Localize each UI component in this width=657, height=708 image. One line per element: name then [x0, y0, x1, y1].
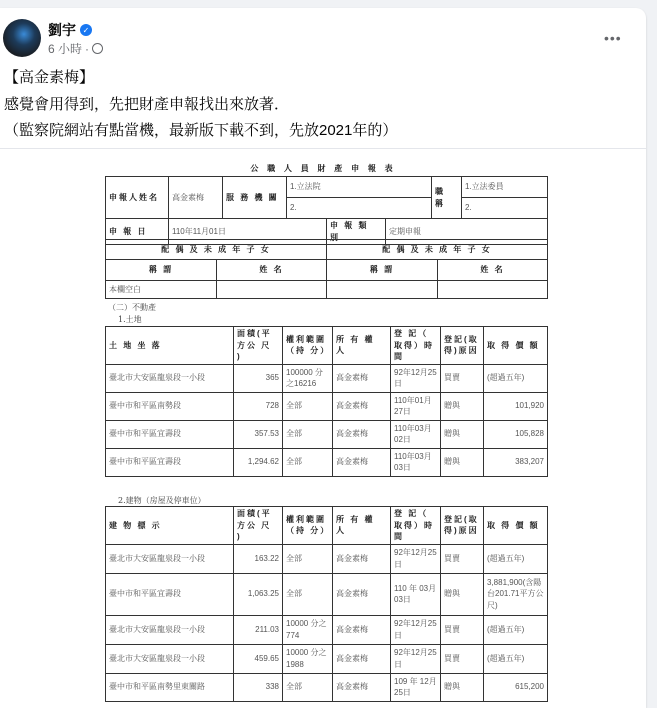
family-header: 配 偶 及 未 成 年 子 女: [327, 240, 548, 260]
table-cell: 全部: [283, 573, 333, 615]
table-cell: 365: [234, 364, 283, 392]
post-text-line: （監察院網站有點當機，最新版下載不到，先放2021年的）: [4, 122, 398, 139]
table-row: [106, 392, 548, 420]
column-header: 面積(平方公 尺 ): [234, 327, 283, 365]
column-header: 登記(取得)原因: [441, 327, 484, 365]
table-cell: 贈與: [441, 673, 484, 701]
blank-note: 本欄空白: [106, 281, 217, 299]
table-row: [106, 573, 548, 615]
table-row: [106, 364, 548, 392]
table-cell: 買賣: [441, 615, 484, 644]
column-header: 土 地 坐 落: [106, 327, 234, 365]
table-row: [106, 644, 548, 673]
post-photo[interactable]: [0, 148, 646, 698]
table-cell: 臺北市大安區龍泉段一小段: [106, 364, 234, 392]
table-cell: 高金素梅: [333, 544, 391, 573]
table-cell: 357.53: [234, 420, 283, 448]
table-cell: 臺北市大安區龍泉段一小段: [106, 644, 234, 673]
verified-badge-icon: ✓: [80, 24, 92, 36]
table-row: [106, 448, 548, 476]
land-caption: 1.土地: [118, 315, 142, 324]
table-cell: 92年12月25日: [391, 615, 441, 644]
column-header: 面積(平方公 尺 ): [234, 507, 283, 545]
section-title: （二）不動產: [108, 303, 156, 312]
declaration-type: 定期申報: [386, 219, 548, 245]
title-2: 2.: [462, 198, 548, 219]
table-cell: 110年03月02日: [391, 420, 441, 448]
table-cell: 臺中市和平區南勢里東關路: [106, 673, 234, 701]
fname-label: 姓 名: [217, 260, 327, 281]
more-options-icon[interactable]: •••: [604, 30, 622, 46]
table-cell: 110年03月03日: [391, 448, 441, 476]
author-row: [48, 20, 92, 40]
table-cell: 100000 分之16216: [283, 364, 333, 392]
table-cell: 3,881,900(含陽台201.71平方公尺): [484, 573, 548, 615]
column-header: 所 有 權 人: [333, 327, 391, 365]
table-cell: 10000 分之774: [283, 615, 333, 644]
table-cell: 105,828: [484, 420, 548, 448]
building-table: [105, 506, 548, 702]
table-cell: 1,294.62: [234, 448, 283, 476]
table-cell: 贈與: [441, 420, 484, 448]
table-cell: 全部: [283, 544, 333, 573]
building-caption: 2.建物（房屋及停車位）: [118, 496, 206, 505]
post-meta: [48, 40, 103, 57]
table-row: [106, 673, 548, 701]
column-header: 權利範圍（持 分）: [283, 327, 333, 365]
table-cell: 110 年 03月03日: [391, 573, 441, 615]
table-cell: 買賣: [441, 544, 484, 573]
fname-label: 姓 名: [438, 260, 548, 281]
table-cell: 92年12月25日: [391, 544, 441, 573]
table-cell: 615,200: [484, 673, 548, 701]
table-cell: 買賣: [441, 644, 484, 673]
table-cell: 高金素梅: [333, 573, 391, 615]
table-cell: 贈與: [441, 392, 484, 420]
table-cell: 109 年 12月25日: [391, 673, 441, 701]
table-cell: (超過五年): [484, 615, 548, 644]
separator: ·: [85, 41, 90, 56]
author-name[interactable]: 劉宇: [48, 22, 76, 38]
type-label: 申 報 類 別: [327, 219, 386, 245]
table-cell: 92年12月25日: [391, 364, 441, 392]
table-cell: 高金素梅: [333, 644, 391, 673]
post-text-line: 【高金素梅】: [4, 69, 95, 86]
date-label: 申 報 日: [106, 219, 169, 245]
column-header: 取 得 價 額: [484, 507, 548, 545]
table-cell: 高金素梅: [333, 420, 391, 448]
table-cell: 10000 分之1988: [283, 644, 333, 673]
table-cell: 728: [234, 392, 283, 420]
table-cell: 臺中市和平區南勢段: [106, 392, 234, 420]
table-cell: 110年01月27日: [391, 392, 441, 420]
column-header: 權利範圍（持 分）: [283, 507, 333, 545]
post-time[interactable]: 6 小時: [48, 42, 83, 56]
table-cell: (超過五年): [484, 364, 548, 392]
table-cell: 臺中市和平區宜壽段: [106, 420, 234, 448]
column-header: 建 物 標 示: [106, 507, 234, 545]
declarant-table: [105, 176, 548, 219]
table-cell: 贈與: [441, 448, 484, 476]
table-row: [106, 615, 548, 644]
table-cell: (超過五年): [484, 644, 548, 673]
table-cell: 臺中市和平區宜壽段: [106, 448, 234, 476]
table-cell: 高金素梅: [333, 673, 391, 701]
column-header: 登 記（ 取得）時間: [391, 507, 441, 545]
relation-label: 稱 謂: [327, 260, 438, 281]
table-cell: (超過五年): [484, 544, 548, 573]
table-cell: 臺北市大安區龍泉段一小段: [106, 615, 234, 644]
table-cell: 贈與: [441, 573, 484, 615]
table-cell: 459.65: [234, 644, 283, 673]
column-header: 取 得 價 額: [484, 327, 548, 365]
table-cell: 92年12月25日: [391, 644, 441, 673]
table-cell: 臺中市和平區宜壽段: [106, 573, 234, 615]
declarant-name: 高金素梅: [169, 177, 223, 219]
table-cell: 338: [234, 673, 283, 701]
avatar[interactable]: [3, 19, 41, 57]
column-header: 登 記（ 取得）時間: [391, 327, 441, 365]
declaration-date: 110年11月01日: [169, 219, 327, 245]
land-table: [105, 326, 548, 477]
table-cell: 臺北市大安區龍泉段一小段: [106, 544, 234, 573]
table-row: [106, 420, 548, 448]
table-cell: 高金素梅: [333, 448, 391, 476]
agency-2: 2.: [287, 198, 432, 219]
globe-icon: [92, 43, 103, 54]
column-header: 登記(取得)原因: [441, 507, 484, 545]
table-cell: 全部: [283, 673, 333, 701]
table-cell: 高金素梅: [333, 615, 391, 644]
post-text-line: 感覺會用得到，先把財產申報找出來放著．: [4, 96, 290, 113]
relation-label: 稱 謂: [106, 260, 217, 281]
table-row: [106, 544, 548, 573]
table-cell: 101,920: [484, 392, 548, 420]
table-cell: 211.03: [234, 615, 283, 644]
agency-1: 1.立法院: [287, 177, 432, 198]
table-cell: 383,207: [484, 448, 548, 476]
table-cell: 163.22: [234, 544, 283, 573]
post-card: [0, 8, 646, 708]
document-title: 公 職 人 員 財 產 申 報 表: [250, 163, 396, 173]
title-label: 職 稱: [432, 177, 462, 219]
agency-label: 服 務 機 關: [223, 177, 287, 219]
table-cell: 買賣: [441, 364, 484, 392]
family-table: [105, 239, 548, 299]
table-cell: 高金素梅: [333, 364, 391, 392]
table-cell: 全部: [283, 420, 333, 448]
table-cell: 高金素梅: [333, 392, 391, 420]
table-cell: 1,063.25: [234, 573, 283, 615]
family-header: 配 偶 及 未 成 年 子 女: [106, 240, 327, 260]
table-cell: 全部: [283, 448, 333, 476]
title-1: 1.立法委員: [462, 177, 548, 198]
table-cell: 全部: [283, 392, 333, 420]
name-label: 申報人姓名: [106, 177, 169, 219]
column-header: 所 有 權 人: [333, 507, 391, 545]
